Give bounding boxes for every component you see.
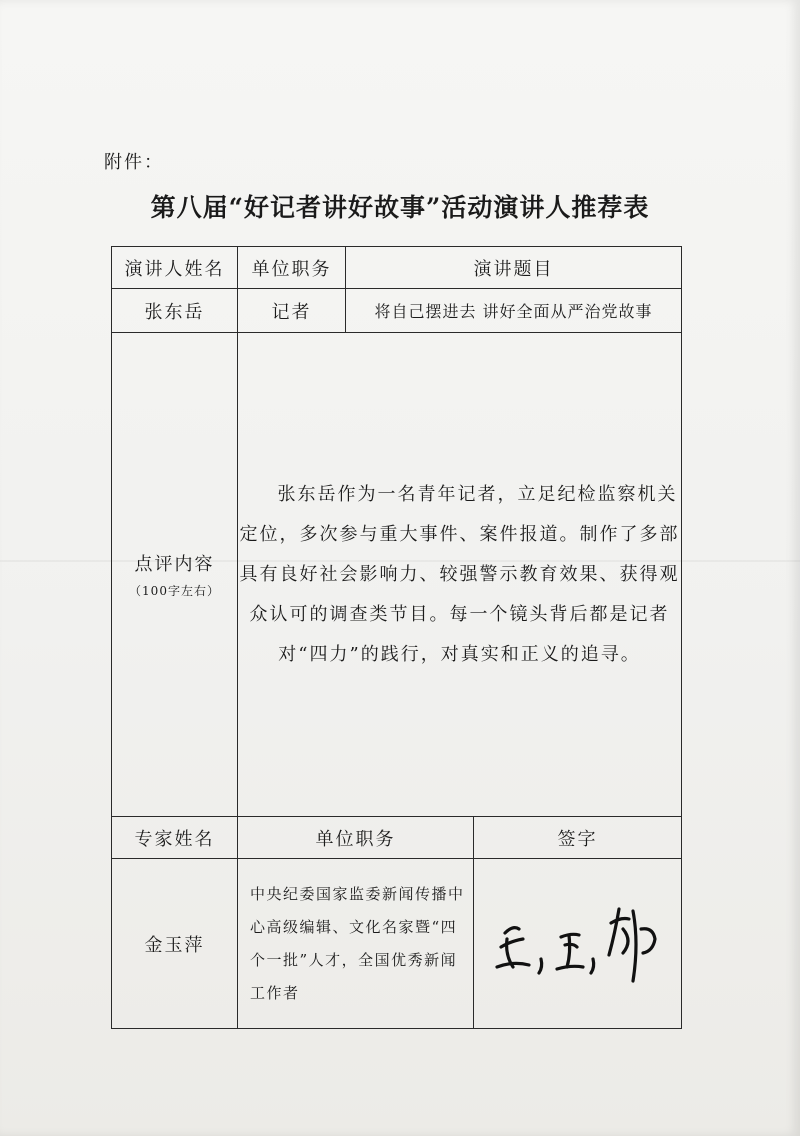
speech-topic: 将自己摆进去 讲好全面从严治党故事 [346, 289, 682, 333]
comment-label-cell [112, 333, 238, 817]
speaker-row [112, 289, 682, 333]
header-expert-name: 专家姓名 [112, 817, 238, 859]
comment-text: 张东岳作为一名青年记者，立足纪检监察机关定位，多次参与重大事件、案件报道。制作了多部具有良好社会影响力、较强警示教育效果、获得观众认可的调查类节目。每一个镜头背后都是记者对“四力”的践行，对真实和正义的追寻。 [239, 483, 680, 665]
header-speech-topic: 演讲题目 [346, 247, 682, 289]
speaker-position: 记者 [238, 289, 346, 333]
header-position: 单位职务 [238, 247, 346, 289]
comment-sublabel: （100字左右） [129, 584, 220, 598]
header-row [112, 247, 682, 289]
header-speaker-name: 演讲人姓名 [112, 247, 238, 289]
form-title: 第八届“好记者讲好故事”活动演讲人推荐表 [150, 193, 650, 222]
attachment-label: 附件： [104, 152, 164, 173]
header-expert-position: 单位职务 [238, 817, 474, 859]
comment-row [112, 333, 682, 817]
expert-name: 金玉萍 [112, 859, 238, 1029]
speaker-name: 张东岳 [112, 289, 238, 333]
expert-position: 中央纪委国家监委新闻传播中心高级编辑、文化名家暨“四个一批”人才，全国优秀新闻工作者 [238, 859, 474, 1029]
comment-content-cell [238, 333, 682, 817]
handwritten-signature [483, 889, 673, 999]
comment-label: 点评内容 [134, 554, 215, 575]
signature-cell [474, 859, 682, 1029]
expert-header-row [112, 817, 682, 859]
recommendation-form-table [111, 246, 682, 1029]
expert-row [112, 859, 682, 1029]
header-signature: 签字 [474, 817, 682, 859]
